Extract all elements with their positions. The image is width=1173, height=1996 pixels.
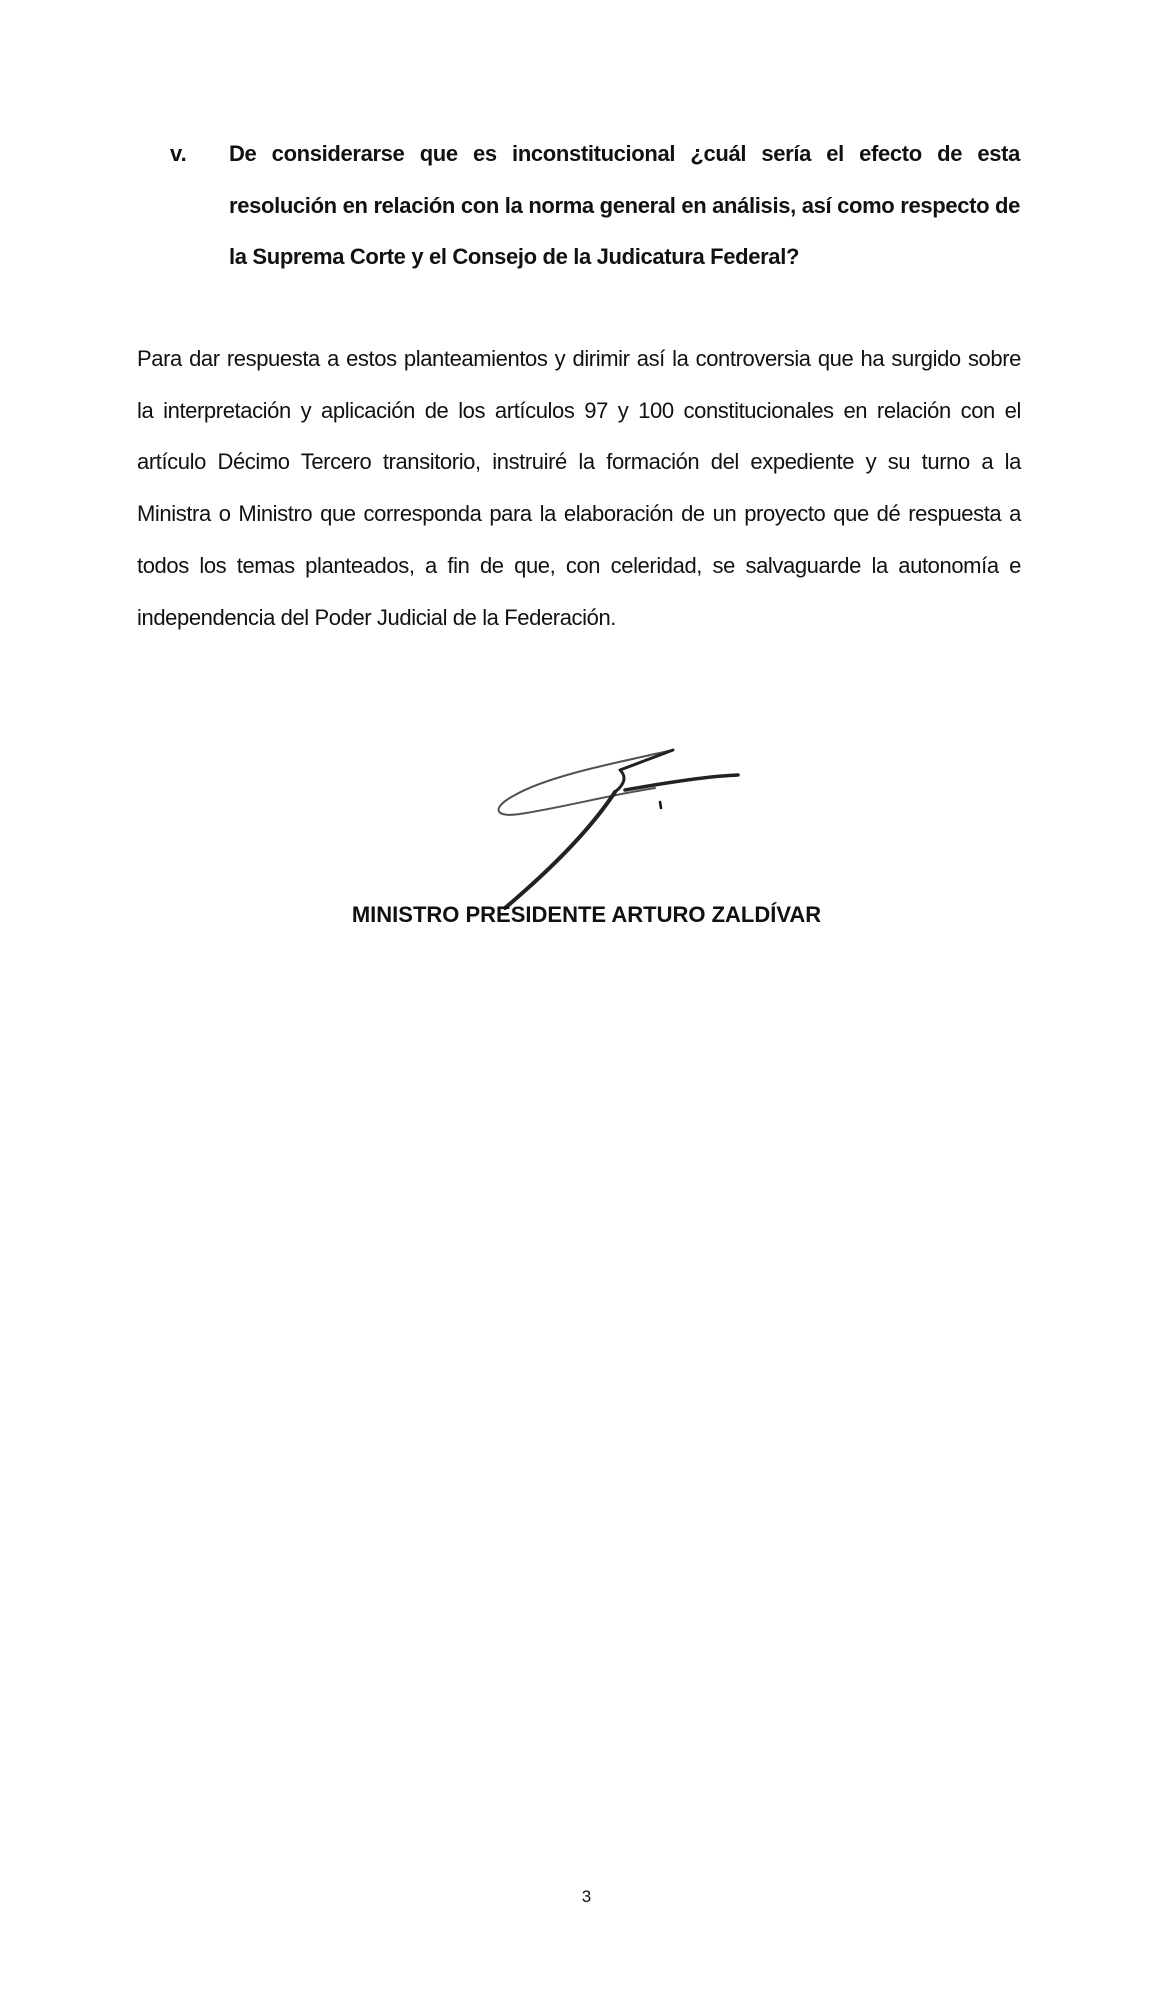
body-paragraph: Para dar respuesta a estos planteamientos y dirimir así la controversia que ha surgido sobre la interpretación y aplicación de los artículos 97 y 100 constitucionales en relación con el artículo Décimo Tercero transitorio, instruiré la formación del expediente y su turno a la Ministra o Ministro que corresponda para la elaboración de un proyecto que dé respuesta a todos los temas planteados, a fin de que, con celeridad, se salvaguarde la autonomía e independencia del Poder Judicial de la Federación.: [137, 346, 1021, 630]
signature-long-stroke: [505, 792, 615, 908]
page-number: 3: [581, 1887, 592, 1906]
handwritten-signature: [470, 740, 760, 915]
question-number: v.: [170, 141, 187, 166]
signature-cross-stroke: [625, 775, 738, 790]
question-text: De considerarse que es inconstitucional ¿cuál sería el efecto de esta resolución en relación con la norma general en análisis, así como respecto de la Suprema Corte y el Consejo de la Judicatura Federal?: [229, 141, 1020, 269]
signature-dot: [660, 802, 661, 808]
signer-name: MINISTRO PRESIDENTE ARTURO ZALDÍVAR: [351, 902, 822, 927]
